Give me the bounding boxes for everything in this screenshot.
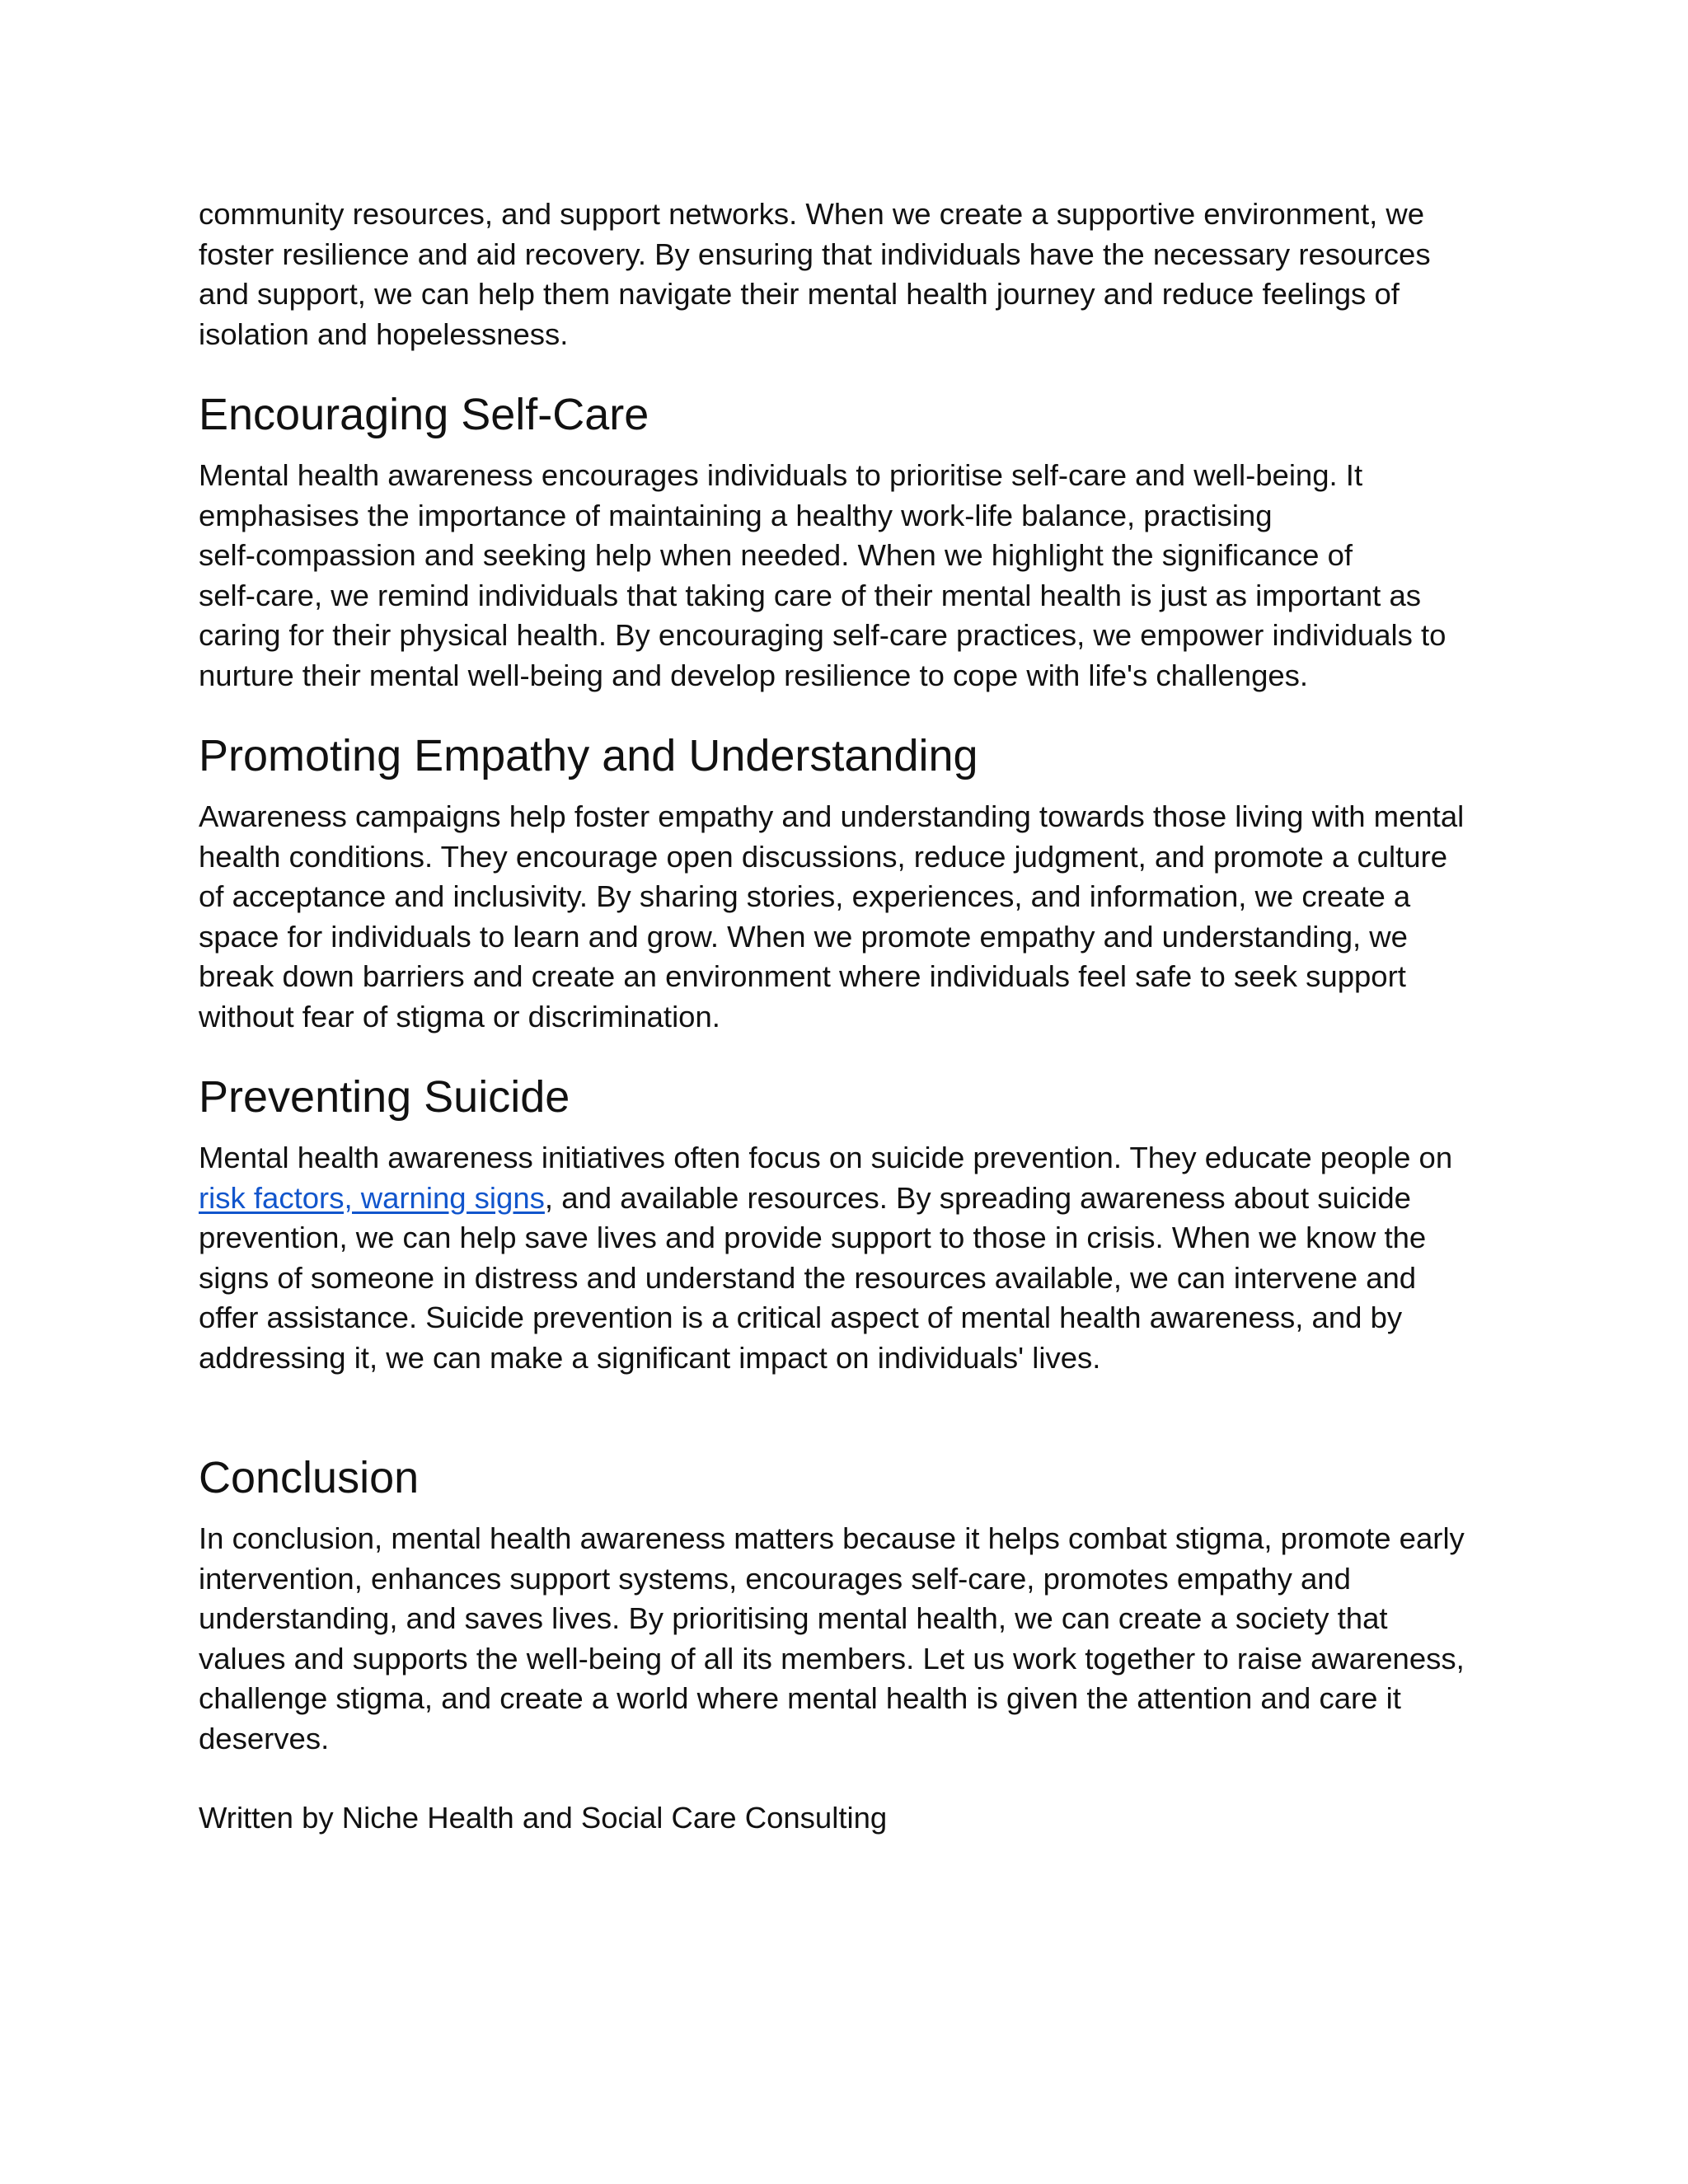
paragraph-line: challenge stigma, and create a world where mental health is given the attention and care it bbox=[199, 1681, 1401, 1715]
author-credit: Written by Niche Health and Social Care Consulting bbox=[199, 1801, 888, 1835]
paragraph-line-with-link bbox=[199, 1179, 1484, 1219]
paragraph-line: break down barriers and create an environment where individuals feel safe to seek support bbox=[199, 959, 1406, 993]
link-line-rest: , and available resources. By spreading awareness about suicide bbox=[544, 1180, 1411, 1215]
paragraph-line: space for individuals to learn and grow. When we promote empathy and understanding, we bbox=[199, 919, 1408, 954]
self-care-paragraph bbox=[199, 456, 1484, 696]
paragraph-line: caring for their physical health. By encouraging self-care practices, we empower individuals to bbox=[199, 618, 1447, 652]
intro-line: community resources, and support networks. When we create a supportive environment, we bbox=[199, 197, 1425, 231]
paragraph-line: nurture their mental well-being and develop resilience to cope with life's challenges. bbox=[199, 658, 1309, 692]
paragraph-line: deserves. bbox=[199, 1721, 330, 1755]
intro-line: foster resilience and aid recovery. By ensuring that individuals have the necessary resources bbox=[199, 237, 1431, 271]
section-heading-suicide: Preventing Suicide bbox=[199, 1072, 570, 1122]
paragraph-line: values and supports the well-being of all its members. Let us work together to raise awareness, bbox=[199, 1641, 1465, 1675]
paragraph-line: intervention, enhances support systems, encourages self-care, promotes empathy and bbox=[199, 1561, 1351, 1596]
paragraph-line: self-compassion and seeking help when needed. When we highlight the significance of bbox=[199, 538, 1353, 572]
paragraph-line: health conditions. They encourage open discussions, reduce judgment, and promote a culture bbox=[199, 839, 1448, 874]
paragraph-line: emphasises the importance of maintaining a healthy work-life balance, practising bbox=[199, 498, 1273, 532]
intro-line: and support, we can help them navigate their mental health journey and reduce feelings of bbox=[199, 277, 1400, 311]
paragraph-line: Mental health awareness initiatives often focus on suicide prevention. They educate people on bbox=[199, 1141, 1453, 1174]
paragraph-line: addressing it, we can make a significant impact on individuals' lives. bbox=[199, 1340, 1101, 1375]
section-heading-empathy: Promoting Empathy and Understanding bbox=[199, 731, 978, 780]
suicide-paragraph bbox=[199, 1138, 1484, 1378]
paragraph-line: self-care, we remind individuals that taking care of their mental health is just as important as bbox=[199, 578, 1422, 612]
section-heading-conclusion: Conclusion bbox=[199, 1453, 420, 1502]
intro-line: isolation and hopelessness. bbox=[199, 316, 569, 351]
paragraph-line: signs of someone in distress and understand the resources available, we can intervene and bbox=[199, 1260, 1417, 1295]
risk-factors-link[interactable]: risk factors, warning signs bbox=[199, 1180, 545, 1215]
paragraph-line: Mental health awareness encourages individuals to prioritise self-care and well-being. It bbox=[199, 458, 1363, 492]
conclusion-paragraph bbox=[199, 1519, 1484, 1759]
paragraph-line: Awareness campaigns help foster empathy and understanding towards those living with mental bbox=[199, 799, 1465, 833]
paragraph-line: understanding, and saves lives. By prioritising mental health, we can create a society that bbox=[199, 1601, 1388, 1635]
paragraph-line: offer assistance. Suicide prevention is a critical aspect of mental health awareness, and by bbox=[199, 1301, 1403, 1334]
empathy-paragraph bbox=[199, 797, 1484, 1037]
paragraph-line: prevention, we can help save lives and provide support to those in crisis. When we know the bbox=[199, 1221, 1427, 1254]
paragraph-line: In conclusion, mental health awareness matters because it helps combat stigma, promote early bbox=[199, 1521, 1465, 1555]
intro-paragraph bbox=[199, 194, 1484, 354]
paragraph-line: without fear of stigma or discrimination. bbox=[199, 999, 720, 1033]
document-page bbox=[199, 194, 1484, 1839]
section-heading-self-care: Encouraging Self-Care bbox=[199, 390, 649, 439]
paragraph-line: of acceptance and inclusivity. By sharing stories, experiences, and information, we create a bbox=[199, 879, 1411, 913]
